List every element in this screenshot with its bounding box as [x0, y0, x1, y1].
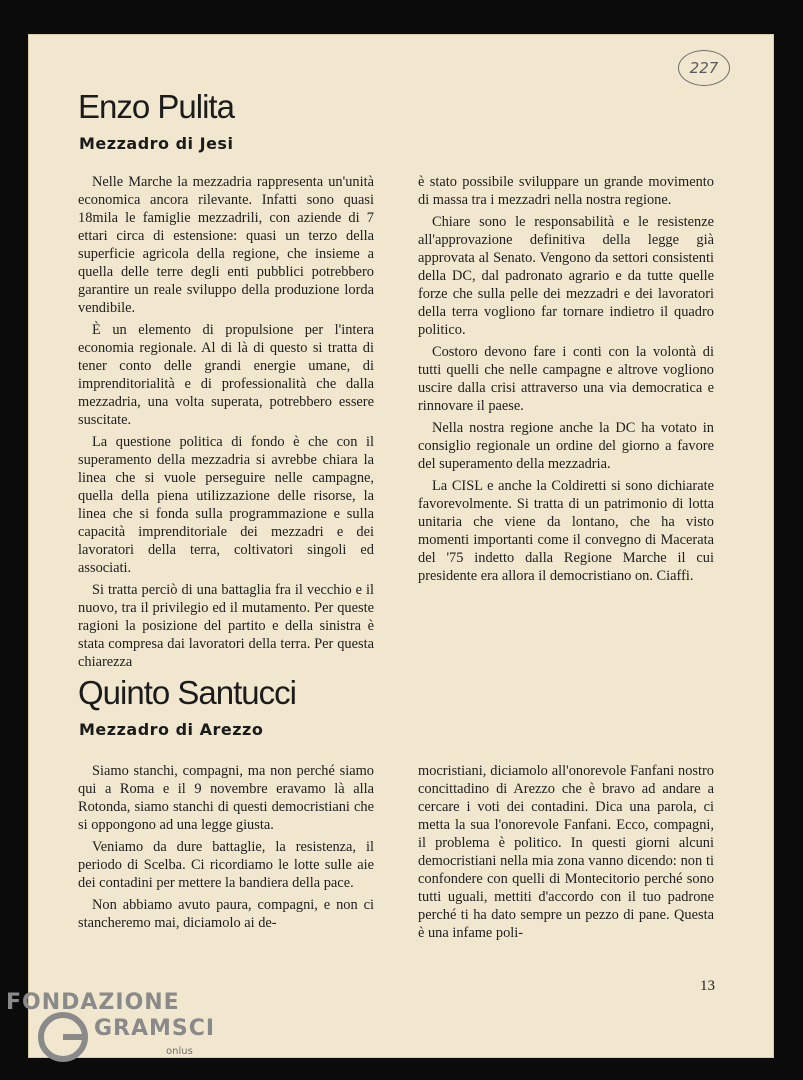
paragraph: È un elemento di propulsione per l'intera economia regionale. Al di là di questo si tratta di tener conto delle grandi energie umane, di imprenditorialità e di professionalità che dalla mezzadria, una volta superata, potrebbero essere suscitate. [78, 322, 374, 428]
paragraph: La CISL e anche la Coldiretti si sono dichiarate favorevolmente. Si tratta di un patrimonio di lotta unitaria che viene da lontano, che ha visto momenti importanti come il convegno di Macerata del '75 indetto dalla Regione Marche il cui presidente era allora il democristiano on. Ciaffi. [418, 478, 714, 584]
section-1-left-column [78, 173, 374, 675]
watermark-line-3: onlus [166, 1046, 193, 1057]
paragraph: Costoro devono fare i conti con la volontà di tutti quelli che nelle campagne e altrove vogliono uscire dalla crisi attraverso una via democratica e rinnovare il paese. [418, 344, 714, 414]
archive-number: 227 [689, 59, 719, 77]
section-2-left-column [78, 762, 374, 936]
paragraph: La questione politica di fondo è che con il superamento della mezzadria si avrebbe chiara la linea che si vuole perseguire nelle campagne, quella della piena utilizzazione delle risorse, la linea che si fonda sulla programmazione e sulla capacità imprenditoriale dei mezzadri e dei lavoratori della terra, coltivatori singoli ed associati. [78, 434, 374, 576]
speaker-name-1: Enzo Pulita [78, 88, 234, 125]
watermark-line-2: GRAMSCI [94, 1016, 216, 1041]
speaker-name-2: Quinto Santucci [78, 674, 296, 711]
paragraph: Chiare sono le responsabilità e le resistenze all'approvazione definitiva della legge già approvata al Senato. Vengono da settori consistenti della DC, dal padronato agrario e da tutte quelle forze che sulla pelle dei mezzadri e dei lavoratori della terra vogliono far tornare indietro il quadro politico. [418, 214, 714, 338]
fondazione-gramsci-watermark [6, 990, 216, 1080]
paragraph: Nella nostra regione anche la DC ha votato in consiglio regionale un ordine del giorno a favore del superamento della mezzadria. [418, 420, 714, 472]
speaker-role-2: Mezzadro di Arezzo [79, 720, 264, 739]
paragraph: Siamo stanchi, compagni, ma non perché siamo qui a Roma e il 9 novembre eravamo là alla Rotonda, siamo stanchi di questi democristiani che si oppongono ad una legge giusta. [78, 763, 374, 833]
section-1-right-column [418, 173, 714, 589]
gramsci-logo-icon [36, 1010, 90, 1064]
paragraph: Veniamo da dure battaglie, la resistenza, il periodo di Scelba. Ci ricordiamo le lotte sulle aie dei contadini per mettere la bandiera della pace. [78, 839, 374, 891]
archive-number-stamp [678, 50, 730, 86]
section-2-right-column [418, 762, 714, 946]
page-number: 13 [700, 978, 715, 994]
paragraph-continuation: mocristiani, diciamolo all'onorevole Fanfani nostro concittadino di Arezzo che è bravo ad andare a cercare i voti dei contadini. Dica una parola, ci metta la sua l'onorevole Fanfani. Ecco, compagni, il problema è politico. In questi giorni alcuni democristiani nella mia zona vanno dicendo: non ti confondere con quelli di Montecitorio perché sono tutti uguali, mettiti d'accordo con il tuo padrone perché ti ha dato sempre un pezzo di pane. Questa è una infame poli- [418, 763, 714, 941]
speaker-role-1: Mezzadro di Jesi [79, 134, 234, 153]
watermark-line-1: FONDAZIONE [6, 990, 180, 1015]
paragraph: Nelle Marche la mezzadria rappresenta un'unità economica ancora rilevante. Infatti sono quasi 18mila le famiglie mezzadrili, con aziende di 7 ettari circa di estensione: quasi un terzo della superficie agricola della regione, che insieme a quella delle terre degli enti pubblici potrebbero garantire un reale sviluppo della produzione lorda vendibile. [78, 174, 374, 316]
paragraph-continuation: è stato possibile sviluppare un grande movimento di massa tra i mezzadri nella nostra regione. [418, 174, 714, 208]
paragraph: Si tratta perciò di una battaglia fra il vecchio e il nuovo, tra il privilegio ed il mutamento. Per queste ragioni la posizione del partito e della sinistra è stata compresa dai lavoratori della terra. Per questa chiarezza [78, 582, 374, 670]
paragraph: Non abbiamo avuto paura, compagni, e non ci stancheremo mai, diciamolo ai de- [78, 897, 374, 931]
